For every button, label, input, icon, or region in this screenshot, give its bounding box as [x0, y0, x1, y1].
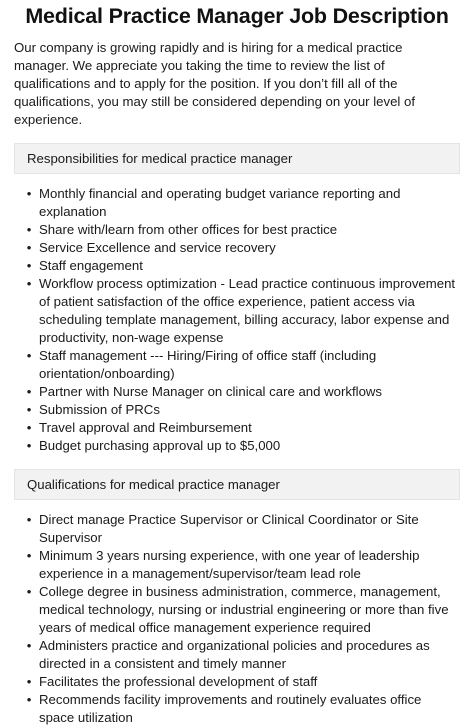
list-item-text: Direct manage Practice Supervisor or Clinical Coordinator or Site Supervisor — [39, 512, 419, 545]
list-item — [26, 691, 460, 727]
qualifications-section — [14, 469, 460, 727]
bullet-icon: • — [26, 258, 32, 273]
list-item — [26, 275, 460, 347]
list-item — [26, 221, 460, 239]
list-item-text: Staff management --- Hiring/Firing of office staff (including orientation/onboarding) — [39, 348, 377, 381]
list-item — [26, 383, 460, 401]
bullet-icon: • — [26, 402, 32, 417]
page-title: Medical Practice Manager Job Description — [25, 4, 449, 28]
list-item — [26, 547, 460, 583]
responsibilities-list — [14, 185, 460, 455]
bullet-icon: • — [26, 584, 32, 599]
list-item-text: Monthly financial and operating budget variance reporting and explanation — [39, 186, 401, 219]
responsibilities-section — [14, 143, 460, 455]
list-item — [26, 257, 460, 275]
list-item-text: Budget purchasing approval up to $5,000 — [39, 438, 281, 453]
list-item-text: Staff engagement — [39, 258, 143, 273]
list-item — [26, 583, 460, 637]
list-item-text: Administers practice and organizational policies and procedures as directed in a consistent and timely manner — [39, 638, 430, 671]
list-item — [26, 347, 460, 383]
bullet-icon: • — [26, 438, 32, 453]
list-item — [26, 419, 460, 437]
bullet-icon: • — [26, 512, 32, 527]
responsibilities-heading: Responsibilities for medical practice manager — [14, 143, 460, 174]
qualifications-list — [14, 511, 460, 727]
bullet-icon: • — [26, 276, 32, 291]
bullet-icon: • — [26, 638, 32, 653]
bullet-icon: • — [26, 420, 32, 435]
list-item-text: Travel approval and Reimbursement — [39, 420, 252, 435]
list-item — [26, 437, 460, 455]
bullet-icon: • — [26, 548, 32, 563]
bullet-icon: • — [26, 674, 32, 689]
list-item — [26, 401, 460, 419]
list-item — [26, 185, 460, 221]
list-item — [26, 511, 460, 547]
bullet-icon: • — [26, 222, 32, 237]
list-item — [26, 239, 460, 257]
bullet-icon: • — [26, 692, 32, 707]
list-item-text: Service Excellence and service recovery — [39, 240, 276, 255]
bullet-icon: • — [26, 186, 32, 201]
list-item-text: College degree in business administration, commerce, management, medical technology, nursing or industrial engineering or more than five years of medical office management experience required — [39, 584, 449, 635]
list-item-text: Submission of PRCs — [39, 402, 160, 417]
bullet-icon: • — [26, 240, 32, 255]
list-item-text: Minimum 3 years nursing experience, with one year of leadership experience in a management/supervisor/team lead role — [39, 548, 420, 581]
list-item — [26, 637, 460, 673]
list-item-text: Workflow process optimization - Lead practice continuous improvement of patient satisfaction of the office experience, patient access via scheduling template management, billing accuracy, labor expense and productivity, non-wage expense — [39, 276, 456, 345]
bullet-icon: • — [26, 348, 32, 363]
list-item-text: Recommends facility improvements and routinely evaluates office space utilization — [39, 692, 422, 725]
list-item-text: Share with/learn from other offices for best practice — [39, 222, 338, 237]
bullet-icon: • — [26, 384, 32, 399]
list-item-text: Partner with Nurse Manager on clinical care and workflows — [39, 384, 383, 399]
list-item-text: Facilitates the professional development of staff — [39, 674, 318, 689]
list-item — [26, 673, 460, 691]
intro-paragraph: Our company is growing rapidly and is hiring for a medical practice manager. We appreciate you taking the time to review the list of qualifications and to apply for the position. If you don’t fill all of the qualifications, you may still be considered depending on your level of experience. — [14, 40, 415, 127]
qualifications-heading: Qualifications for medical practice manager — [14, 469, 460, 500]
